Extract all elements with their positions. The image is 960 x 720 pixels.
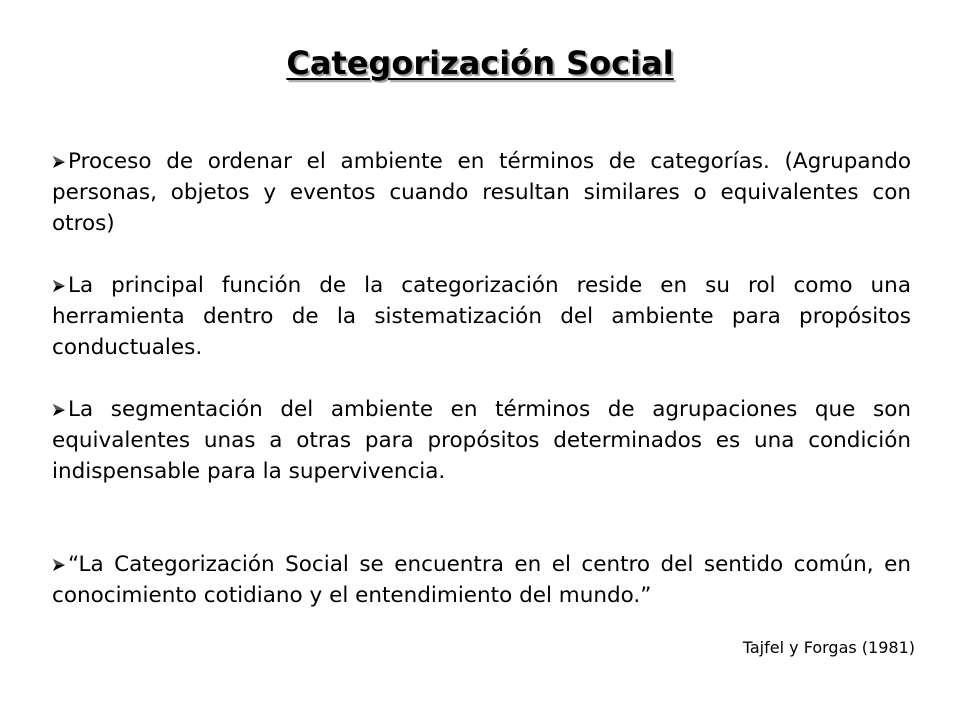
bullet-item	[52, 270, 911, 363]
arrow-bullet-icon	[52, 558, 66, 572]
slide-title: Categorización Social	[286, 44, 674, 82]
bullet-list	[52, 146, 911, 611]
bullet-text: La principal función de la categorización reside en su rol como una herramienta dentro de la sistematización del ambiente para propósitos conductuales.	[52, 273, 911, 360]
bullet-text: La segmentación del ambiente en términos de agrupaciones que son equivalentes unas a otras para propósitos determinados es una condición indispensable para la supervivencia.	[52, 397, 911, 484]
bullet-item	[52, 146, 911, 239]
bullet-item	[52, 549, 911, 611]
arrow-bullet-icon	[52, 279, 66, 293]
bullet-item	[52, 394, 911, 487]
arrow-bullet-icon	[52, 403, 66, 417]
arrow-bullet-icon	[52, 155, 66, 169]
bullet-text: “La Categorización Social se encuentra en el centro del sentido común, en conocimiento cotidiano y el entendimiento del mundo.”	[52, 552, 911, 608]
bullet-text: Proceso de ordenar el ambiente en términos de categorías. (Agrupando personas, objetos y eventos cuando resultan similares o equivalentes con otros)	[52, 149, 911, 236]
citation: Tajfel y Forgas (1981)	[742, 638, 915, 657]
